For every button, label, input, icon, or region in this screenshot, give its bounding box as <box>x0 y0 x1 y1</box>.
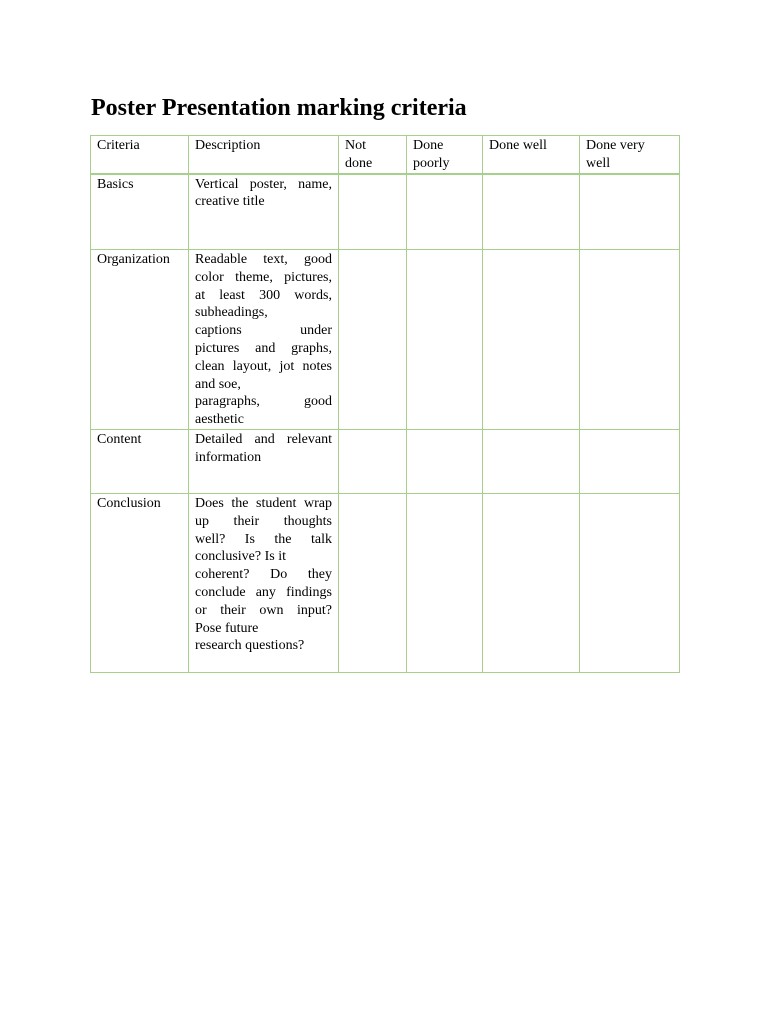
table-row-basics <box>91 174 680 250</box>
table-row-conclusion <box>91 494 680 673</box>
rating-cell-not-done <box>339 430 407 494</box>
table-header-row <box>91 136 680 174</box>
description-line: pictures and graphs, <box>195 341 332 357</box>
description-line: aesthetic <box>195 412 244 428</box>
description-line: well? Is the talk <box>195 531 332 547</box>
criteria-label: Basics <box>97 176 134 192</box>
header-description <box>189 136 339 174</box>
header-done-poorly-line1: Done <box>413 138 444 153</box>
criteria-label: Content <box>97 432 142 448</box>
description-line: color theme, pictures, <box>195 269 332 285</box>
description-line: conclude any findings <box>195 585 332 601</box>
description-line: or their own input? <box>195 602 332 618</box>
description-line: at least 300 words, <box>195 287 332 303</box>
header-done-well <box>483 136 580 174</box>
criteria-cell <box>91 174 189 250</box>
description-line: coherent? Do they <box>195 567 332 583</box>
rating-cell-done-well <box>483 430 580 494</box>
header-done-very-well <box>580 136 680 174</box>
rating-cell-not-done <box>339 494 407 673</box>
header-done-well-label: Done well <box>489 138 547 153</box>
description-line: research questions? <box>195 638 305 654</box>
header-done-very-well-line2: well <box>586 155 611 171</box>
rating-cell-done-poorly <box>407 430 483 494</box>
rating-cell-done-poorly <box>407 250 483 430</box>
description-line: information <box>195 449 262 465</box>
table-row-content <box>91 430 680 494</box>
description-cell <box>189 174 339 250</box>
criteria-cell <box>91 494 189 673</box>
table-row-organization <box>91 250 680 430</box>
description-line: Does the student wrap <box>195 496 332 512</box>
header-not-done-line1: Not <box>345 138 366 153</box>
criteria-label: Organization <box>97 252 170 268</box>
description-line: up their thoughts <box>195 513 332 529</box>
description-line: and soe, <box>195 376 241 392</box>
description-line: captions under <box>195 323 332 339</box>
description-line: creative title <box>195 194 265 210</box>
description-line: conclusive? Is it <box>195 549 286 565</box>
criteria-cell <box>91 430 189 494</box>
header-not-done-line2: done <box>345 155 373 171</box>
page-title: Poster Presentation marking criteria <box>91 95 467 121</box>
rating-cell-not-done <box>339 250 407 430</box>
rating-cell-done-very-well <box>580 494 680 673</box>
rating-cell-done-well <box>483 250 580 430</box>
rating-cell-done-very-well <box>580 430 680 494</box>
criteria-label: Conclusion <box>97 496 161 512</box>
header-criteria-label: Criteria <box>97 138 140 153</box>
rating-cell-done-poorly <box>407 174 483 250</box>
header-description-label: Description <box>195 138 261 153</box>
header-not-done <box>339 136 407 174</box>
description-line: Vertical poster, name, <box>195 176 332 192</box>
description-line: Pose future <box>195 620 259 636</box>
description-cell <box>189 430 339 494</box>
description-line: clean layout, jot notes <box>195 358 332 374</box>
criteria-cell <box>91 250 189 430</box>
description-line: subheadings, <box>195 305 268 321</box>
header-done-poorly-line2: poorly <box>413 155 450 171</box>
rating-cell-done-very-well <box>580 250 680 430</box>
header-done-poorly <box>407 136 483 174</box>
description-cell <box>189 250 339 430</box>
rating-cell-done-well <box>483 174 580 250</box>
description-line: Detailed and relevant <box>195 432 332 448</box>
marking-criteria-table <box>90 135 680 673</box>
rating-cell-done-well <box>483 494 580 673</box>
rating-cell-done-poorly <box>407 494 483 673</box>
rating-cell-done-very-well <box>580 174 680 250</box>
description-cell <box>189 494 339 673</box>
header-done-very-well-line1: Done very <box>586 138 645 153</box>
description-line: Readable text, good <box>195 252 332 268</box>
rating-cell-not-done <box>339 174 407 250</box>
header-criteria <box>91 136 189 174</box>
description-line: paragraphs, good <box>195 394 332 410</box>
